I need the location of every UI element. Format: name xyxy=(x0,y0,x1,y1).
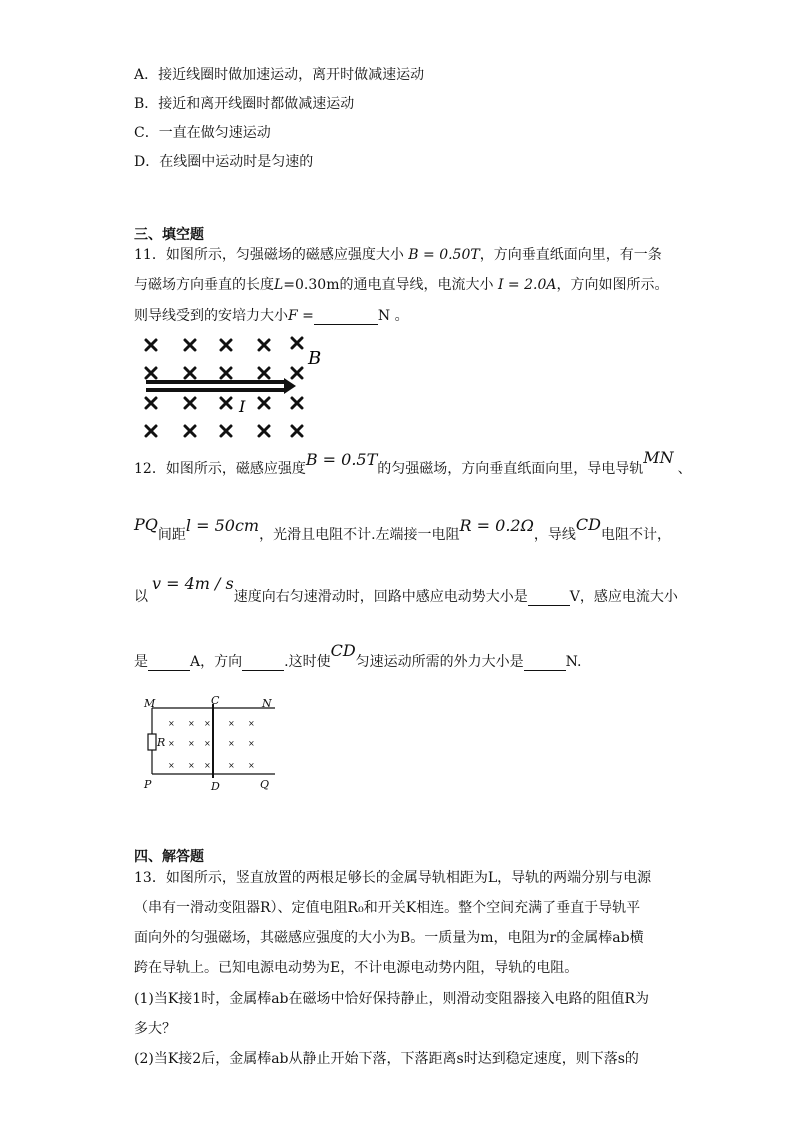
svg-text:×: × xyxy=(228,761,235,770)
svg-text:×: × xyxy=(188,739,195,748)
option-c: C．一直在做匀速运动 xyxy=(134,125,271,141)
q11-figure xyxy=(140,336,330,441)
svg-text:×: × xyxy=(168,761,175,770)
section4-heading: 四、解答题 xyxy=(134,849,204,865)
svg-text:×: × xyxy=(168,719,175,728)
svg-text:×: × xyxy=(168,739,175,748)
q11-line3: 则导线受到的安培力大小F = N 。 xyxy=(134,308,409,324)
section3-heading: 三、填空题 xyxy=(134,227,204,243)
q12-blank-current[interactable] xyxy=(148,654,190,671)
svg-text:×: × xyxy=(248,761,255,770)
q12-eq-v: v = 4m / s xyxy=(152,574,234,593)
q11-eq-i: I = 2.0A xyxy=(497,277,557,293)
svg-text:×: × xyxy=(204,739,211,748)
svg-text:×: × xyxy=(228,719,235,728)
q11-line1: 11．如图所示，匀强磁场的磁感应强度大小 B = 0.50T，方向垂直纸面向里，有一条 xyxy=(134,247,662,263)
q12-line2: PQ间距l = 50cm，光滑且电阻不计.左端接一电阻R = 0.2Ω，导线CD电阻不计， xyxy=(134,515,671,543)
option-d: D．在线圈中运动时是匀速的 xyxy=(134,154,314,170)
fig-label-d: D xyxy=(211,780,220,793)
fig-label-i: I xyxy=(239,397,246,416)
option-b: B．接近和离开线圈时都做减速运动 xyxy=(134,96,355,112)
q12-figure xyxy=(140,696,290,796)
fig-label-b: B xyxy=(308,348,322,369)
fig-label-n: N xyxy=(262,697,272,710)
fig-label-m: M xyxy=(144,697,156,710)
q13-part1-cont: 多大？ xyxy=(134,1021,176,1037)
q13-part2: (2)当K接2后，金属棒ab从静止开始下落，下落距离s时达到稳定速度，则下落s的 xyxy=(134,1051,639,1067)
current-wire xyxy=(146,378,296,394)
svg-text:×: × xyxy=(204,719,211,728)
q12-eq-r: R = 0.2Ω xyxy=(459,516,534,535)
fig-label-c: C xyxy=(211,696,220,707)
svg-text:×: × xyxy=(248,739,255,748)
svg-text:×: × xyxy=(248,719,255,728)
option-a: A．接近线圈时做加速运动，离开时做减速运动 xyxy=(134,67,425,83)
q12-blank-direction[interactable] xyxy=(242,654,284,671)
q13-part1: (1)当K接1时，金属棒ab在磁场中恰好保持静止，则滑动变阻器接入电路的阻值R为 xyxy=(134,991,650,1007)
q12-blank-emf[interactable] xyxy=(528,589,570,606)
resistor xyxy=(148,734,156,750)
svg-text:×: × xyxy=(188,719,195,728)
q13-line4: 跨在导轨上。已知电源电动势为E，不计电源电动势内阻，导轨的电阻。 xyxy=(134,960,579,976)
svg-text:×: × xyxy=(188,761,195,770)
fig-label-q: Q xyxy=(260,778,270,791)
q12-eq-l: l = 50cm xyxy=(185,516,260,535)
fig-label-r: R xyxy=(157,736,166,749)
magnetic-field-crosses xyxy=(146,338,302,436)
fig-label-p: P xyxy=(144,778,152,791)
q12-line3: 以v = 4m / s速度向右匀速滑动时，回路中感应电动势大小是 V，感应电流大小 xyxy=(134,574,678,605)
q12-line1: 12．如图所示，磁感应强度B = 0.5T的匀强磁场，方向垂直纸面向里，导电导轨MN、 xyxy=(134,448,692,477)
q13-line1: 13．如图所示，竖直放置的两根足够长的金属导轨相距为L，导轨的两端分别与电源 xyxy=(134,870,652,886)
field-marks xyxy=(168,719,255,770)
q12-eq-b: B = 0.5T xyxy=(305,450,378,469)
svg-text:×: × xyxy=(204,761,211,770)
q13-line2: （串有一滑动变阻器R）、定值电阻R₀和开关K相连。整个空间充满了垂直于导轨平 xyxy=(134,900,641,916)
q12-blank-force[interactable] xyxy=(524,654,566,671)
q11-line2: 与磁场方向垂直的长度L=0.30m的通电直导线，电流大小 I = 2.0A，方向如图所示。 xyxy=(134,277,669,293)
q13-line3: 面向外的匀强磁场，其磁感应强度的大小为B。一质量为m，电阻为r的金属棒ab横 xyxy=(134,930,644,946)
q11-eq-b: B = 0.50T xyxy=(408,247,480,263)
q11-answer-blank[interactable] xyxy=(314,308,378,325)
q12-line4: 是 A，方向 .这时使CD匀速运动所需的外力大小是 N. xyxy=(134,641,582,670)
svg-text:×: × xyxy=(228,739,235,748)
